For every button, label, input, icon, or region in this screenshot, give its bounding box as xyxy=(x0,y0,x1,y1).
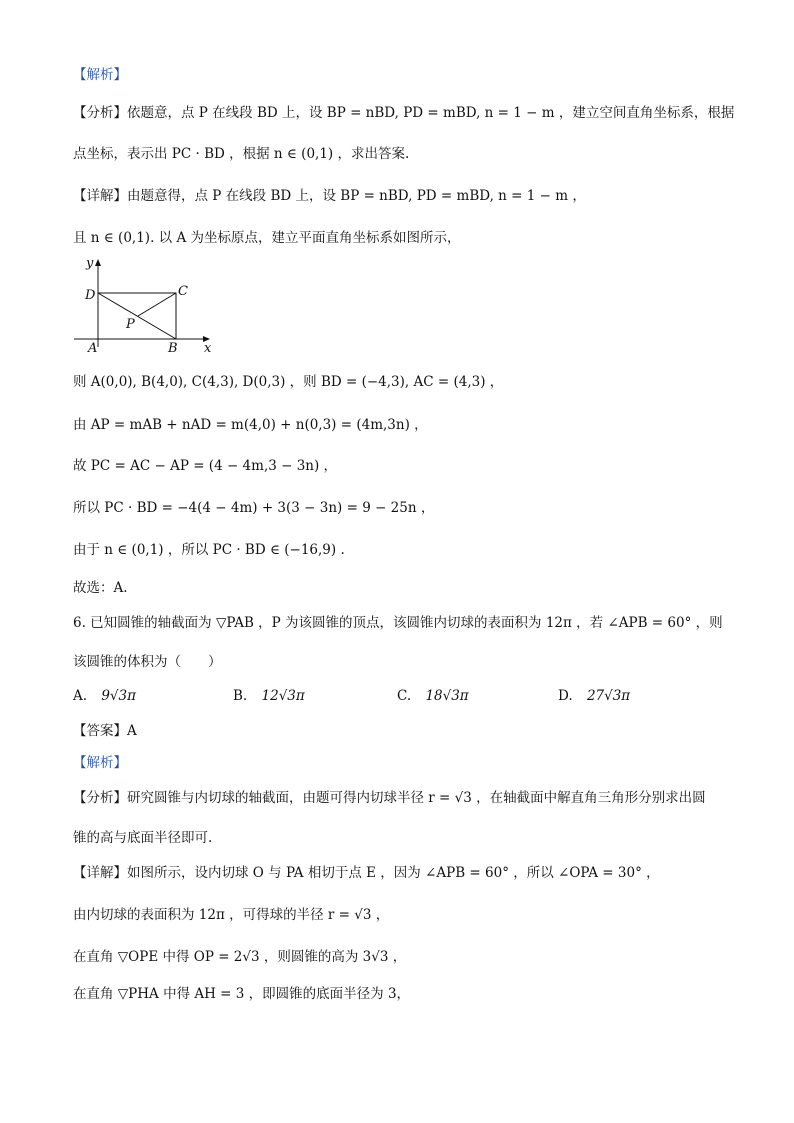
calc-line-2: 由 AP = mAB + nAD = m(4,0) + n(0,3) = (4m,3n) ， xyxy=(73,417,428,433)
option-b-value: 12√3π xyxy=(261,688,305,704)
calc-line-1: 则 A(0,0), B(4,0), C(4,3), D(0,3) ，则 BD = (−4,3), AC = (4,3) ， xyxy=(73,374,504,390)
option-c-value: 18√3π xyxy=(425,688,469,704)
label-c: C xyxy=(178,284,188,299)
detail2-line-1: 【详解】如图所示，设内切球 O 与 PA 相切于点 E ，因为 ∠APB = 60° ，所以 ∠OPA = 30° ， xyxy=(73,865,660,881)
label-p: P xyxy=(126,317,135,332)
detail2-line-2: 由内切球的表面积为 12π ，可得球的半径 r = √3 ， xyxy=(73,907,390,923)
analysis-line-2: 点坐标，表示出 PC · BD ，根据 n ∈ (0,1) ，求出答案. xyxy=(73,146,410,162)
question-line-1: 6. 已知圆锥的轴截面为 ▽PAB ，P 为该圆锥的顶点，该圆锥内切球的表面积为 12π ，若 ∠APB = 60° ，则 xyxy=(73,615,723,631)
y-axis-arrow-icon xyxy=(95,259,101,266)
section-tag-analysis-2: 【解析】 xyxy=(73,755,127,771)
option-a[interactable] xyxy=(73,688,136,704)
coordinate-figure xyxy=(72,255,222,355)
option-c-letter: C. xyxy=(397,688,412,704)
label-d: D xyxy=(85,288,96,303)
detail-line-2: 且 n ∈ (0,1). 以 A 为坐标原点，建立平面直角坐标系如图所示， xyxy=(73,230,461,246)
label-a: A xyxy=(88,341,98,355)
calc-line-3: 故 PC = AC − AP = (4 − 4m,3 − 3n) ， xyxy=(73,458,338,474)
calc-line-4: 所以 PC · BD = −4(4 − 4m) + 3(3 − 3n) = 9 − 25n ， xyxy=(73,500,435,516)
option-b[interactable] xyxy=(233,688,305,704)
option-b-letter: B. xyxy=(233,688,248,704)
detail-line-1: 【详解】由题意得，点 P 在线段 BD 上，设 BP = nBD, PD = mBD, n = 1 − m ， xyxy=(73,188,586,204)
analysis2-line-2: 锥的高与底面半径即可. xyxy=(73,830,213,846)
segment-pc xyxy=(138,293,176,316)
answer-line: 【答案】A xyxy=(73,723,137,739)
analysis2-line-1: 【分析】研究圆锥与内切球的轴截面，由题可得内切球半径 r = √3 ，在轴截面中解直角三角形分别求出圆 xyxy=(73,790,706,806)
detail2-line-3: 在直角 ▽OPE 中得 OP = 2√3 ，则圆锥的高为 3√3 ， xyxy=(73,949,407,965)
label-x: x xyxy=(204,341,212,355)
option-d-letter: D. xyxy=(558,688,573,704)
label-y: y xyxy=(86,256,94,271)
label-b: B xyxy=(168,341,178,355)
option-a-letter: A. xyxy=(73,688,88,704)
calc-line-6: 故选：A. xyxy=(73,580,128,596)
option-c[interactable] xyxy=(397,688,469,704)
section-tag-analysis: 【解析】 xyxy=(73,67,127,83)
option-d-value: 27√3π xyxy=(586,688,631,704)
option-a-value: 9√3π xyxy=(101,688,136,704)
analysis-line-1: 【分析】依题意，点 P 在线段 BD 上，设 BP = nBD, PD = mBD, n = 1 − m ，建立空间直角坐标系，根据 xyxy=(73,105,735,121)
calc-line-5: 由于 n ∈ (0,1) ，所以 PC · BD ∈ (−16,9) . xyxy=(73,542,345,558)
option-d[interactable] xyxy=(558,688,630,704)
detail2-line-4: 在直角 ▽PHA 中得 AH = 3 ，即圆锥的底面半径为 3， xyxy=(73,986,411,1002)
question-line-2: 该圆锥的体积为（ ） xyxy=(73,654,222,670)
